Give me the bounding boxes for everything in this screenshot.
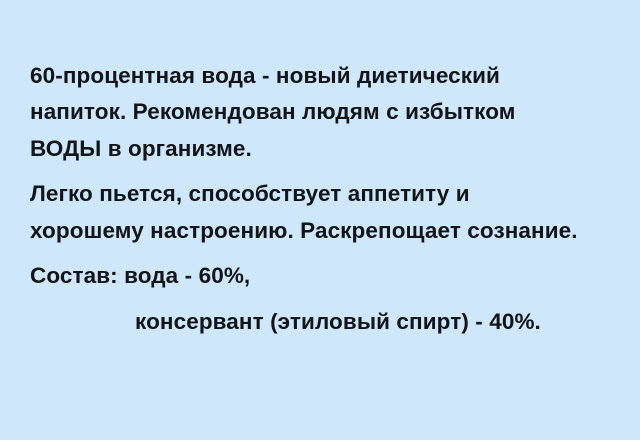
poster-text-block: [30, 58, 610, 340]
text-line: ВОДЫ в организме.: [30, 135, 252, 161]
text-line: 60-процентная вода - новый диетический: [30, 63, 500, 88]
text-line: Состав: вода - 60%,: [30, 263, 251, 289]
paragraph-composition: [30, 258, 610, 294]
paragraph-composition-preservative: [30, 304, 610, 340]
text-line: напиток. Рекомендован людям с избытком: [30, 99, 516, 125]
text-line: консервант (этиловый спирт) - 40%.: [135, 308, 541, 334]
paragraph-intro: [30, 58, 610, 167]
paragraph-benefits: [30, 176, 610, 249]
text-line: хорошему настроению. Раскрепощает сознание.: [30, 217, 578, 243]
text-line: Легко пьется, способствует аппетиту и: [30, 181, 470, 207]
